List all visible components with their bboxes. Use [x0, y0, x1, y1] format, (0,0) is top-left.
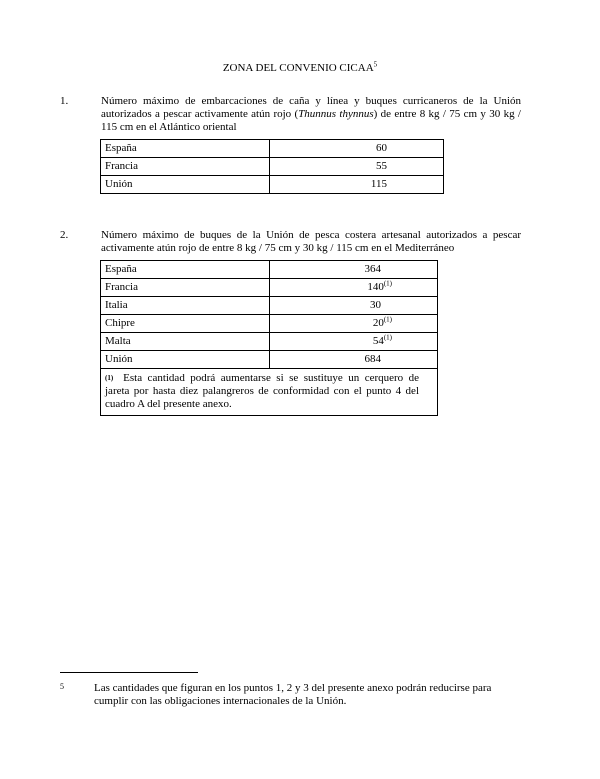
- section-1-table: [100, 139, 444, 194]
- country-name: Francia: [101, 158, 270, 176]
- footnote-separator: [60, 672, 198, 673]
- vessel-count-value: 364: [364, 262, 381, 275]
- vessel-count-value: 60: [376, 141, 387, 154]
- table-row: [101, 158, 444, 176]
- vessel-count-value: 115: [370, 177, 387, 190]
- note-ref: (1): [383, 333, 392, 342]
- section-1-species: Thunnus thynnus: [298, 108, 374, 120]
- table-row: [101, 176, 444, 194]
- table-row: [101, 297, 438, 315]
- table-row: [101, 351, 438, 369]
- section-1-text-a: Número máximo de embarcaciones de caña y línea y buques curricaneros de la Unión autorizados a pescar activamente atún rojo (: [101, 95, 521, 120]
- table-note-text: Esta cantidad podrá aumentarse si se sustituye un cerquero de jareta por hasta diez palangreros de conformidad con el punto 4 del cuadro A del presente anexo.: [105, 372, 419, 410]
- footnote-number: 5: [60, 682, 64, 691]
- country-name: Chipre: [101, 315, 270, 333]
- country-name: Francia: [101, 279, 270, 297]
- table-row: [101, 261, 438, 279]
- page-title: [0, 62, 600, 75]
- table-note-row: [101, 369, 438, 416]
- table-row: [101, 279, 438, 297]
- vessel-count: [270, 351, 438, 369]
- table-row: [101, 315, 438, 333]
- section-2-text: Número máximo de buques de la Unión de pesca costera artesanal autorizados a pescar activamente atún rojo de entre 8 kg / 75 cm y 30 kg / 115 cm en el Mediterráneo: [101, 229, 521, 254]
- section-2-number: 2.: [60, 229, 69, 241]
- vessel-count: [270, 297, 438, 315]
- vessel-count-value: 55: [376, 159, 387, 172]
- vessel-count: [270, 261, 438, 279]
- country-name: Unión: [101, 351, 270, 369]
- vessel-count: [270, 176, 444, 194]
- vessel-count-value: 54: [372, 334, 384, 347]
- vessel-count: [270, 333, 438, 351]
- vessel-count-value: 140: [367, 280, 384, 293]
- page-title-text: ZONA DEL CONVENIO CICAA: [222, 62, 374, 74]
- vessel-count: [270, 140, 444, 158]
- table-row: [101, 140, 444, 158]
- country-name: Italia: [101, 297, 270, 315]
- vessel-count: [270, 315, 438, 333]
- vessel-count-value: 684: [364, 352, 381, 365]
- title-footnote-ref: 5: [373, 60, 378, 69]
- vessel-count: [270, 158, 444, 176]
- section-1-text-b: ) de entre 8 kg / 75 cm y 30 kg / 115 cm en el Atlántico oriental: [101, 108, 521, 133]
- note-ref: (1): [383, 279, 392, 288]
- country-name: España: [101, 140, 270, 158]
- section-1-number: 1.: [60, 95, 69, 107]
- table-note: [101, 369, 438, 416]
- section-1-text: [101, 95, 521, 134]
- country-name: Unión: [101, 176, 270, 194]
- table-note-mark: (1): [105, 374, 114, 382]
- table-row: [101, 333, 438, 351]
- vessel-count-value: 30: [370, 298, 381, 311]
- vessel-count-value: 20: [372, 316, 384, 329]
- country-name: Malta: [101, 333, 270, 351]
- country-name: España: [101, 261, 270, 279]
- section-2-table: [100, 260, 438, 416]
- vessel-count: [270, 279, 438, 297]
- note-ref: (1): [383, 315, 392, 324]
- footnote-text: Las cantidades que figuran en los puntos 1, 2 y 3 del presente anexo podrán reducirse para cumplir con las obligaciones internacionales de la Unión.: [94, 682, 492, 707]
